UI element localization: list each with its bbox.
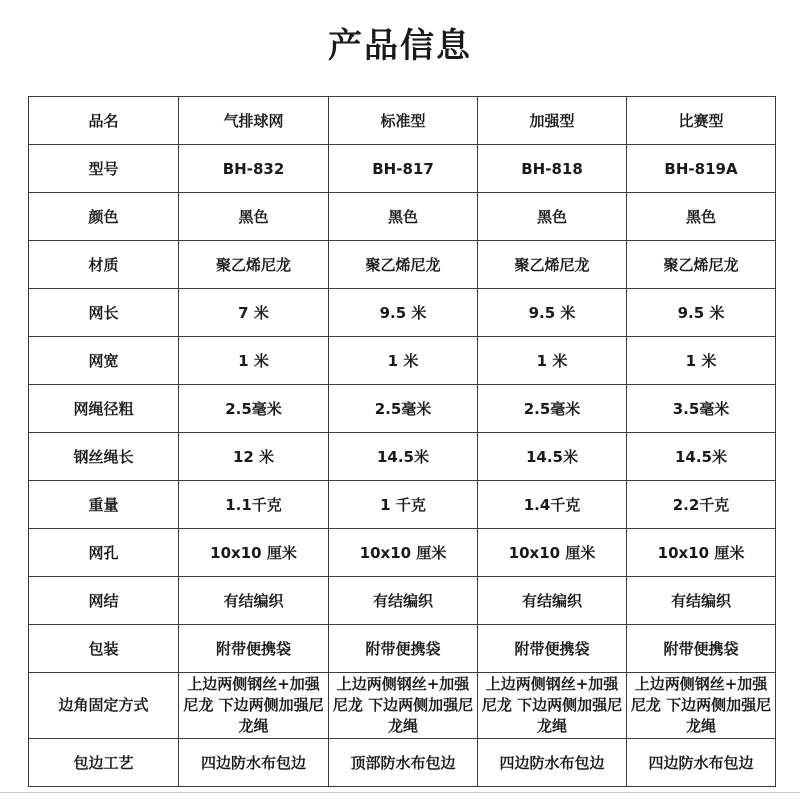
table-cell: 聚乙烯尼龙	[478, 241, 627, 289]
table-row	[29, 385, 776, 433]
table-cell: 加强型	[478, 97, 627, 145]
table-cell: 气排球网	[179, 97, 329, 145]
row-label: 包装	[29, 625, 179, 673]
table-cell: 聚乙烯尼龙	[329, 241, 478, 289]
table-cell: 1 米	[478, 337, 627, 385]
table-cell: 10x10 厘米	[478, 529, 627, 577]
row-label: 重量	[29, 481, 179, 529]
table-cell: 1.4千克	[478, 481, 627, 529]
table-row	[29, 337, 776, 385]
table-cell: 10x10 厘米	[329, 529, 478, 577]
table-cell: 黑色	[179, 193, 329, 241]
table-cell: 有结编织	[179, 577, 329, 625]
table-cell: 10x10 厘米	[627, 529, 776, 577]
table-cell: 7 米	[179, 289, 329, 337]
row-label: 品名	[29, 97, 179, 145]
table-cell: 有结编织	[627, 577, 776, 625]
table-cell: 2.2千克	[627, 481, 776, 529]
table-cell: 上边两侧钢丝+加强尼龙 下边两侧加强尼龙绳	[329, 673, 478, 739]
table-cell: 1 米	[179, 337, 329, 385]
row-label: 边角固定方式	[29, 673, 179, 739]
table-cell: 14.5米	[329, 433, 478, 481]
table-row	[29, 625, 776, 673]
table-cell: BH-819A	[627, 145, 776, 193]
table-row	[29, 433, 776, 481]
table-cell: 有结编织	[478, 577, 627, 625]
table-row	[29, 577, 776, 625]
table-row	[29, 97, 776, 145]
table-cell: 聚乙烯尼龙	[179, 241, 329, 289]
table-cell: 1 米	[627, 337, 776, 385]
row-label: 型号	[29, 145, 179, 193]
row-label: 网结	[29, 577, 179, 625]
row-label: 钢丝绳长	[29, 433, 179, 481]
table-row	[29, 145, 776, 193]
table-cell: 顶部防水布包边	[329, 739, 478, 787]
row-label: 材质	[29, 241, 179, 289]
table-cell: 9.5 米	[329, 289, 478, 337]
table-cell: 3.5毫米	[627, 385, 776, 433]
row-label: 颜色	[29, 193, 179, 241]
bottom-divider	[0, 792, 800, 793]
table-cell: 有结编织	[329, 577, 478, 625]
table-cell: BH-832	[179, 145, 329, 193]
table-cell: BH-817	[329, 145, 478, 193]
table-row	[29, 673, 776, 739]
table-cell: 上边两侧钢丝+加强尼龙 下边两侧加强尼龙绳	[627, 673, 776, 739]
table-cell: 附带便携袋	[329, 625, 478, 673]
table-row	[29, 193, 776, 241]
table-cell: 附带便携袋	[627, 625, 776, 673]
table-cell: 9.5 米	[627, 289, 776, 337]
table-cell: 四边防水布包边	[179, 739, 329, 787]
table-cell: 上边两侧钢丝+加强尼龙 下边两侧加强尼龙绳	[478, 673, 627, 739]
table-cell: 黑色	[627, 193, 776, 241]
table-cell: 附带便携袋	[478, 625, 627, 673]
row-label: 网宽	[29, 337, 179, 385]
table-cell: 聚乙烯尼龙	[627, 241, 776, 289]
table-row	[29, 529, 776, 577]
table-cell: 标准型	[329, 97, 478, 145]
table-cell: BH-818	[478, 145, 627, 193]
table-cell: 上边两侧钢丝+加强尼龙 下边两侧加强尼龙绳	[179, 673, 329, 739]
table-cell: 9.5 米	[478, 289, 627, 337]
table-cell: 1.1千克	[179, 481, 329, 529]
table-cell: 2.5毫米	[179, 385, 329, 433]
table-cell: 2.5毫米	[478, 385, 627, 433]
table-cell: 14.5米	[478, 433, 627, 481]
row-label: 网长	[29, 289, 179, 337]
table-row	[29, 739, 776, 787]
row-label: 包边工艺	[29, 739, 179, 787]
table-cell: 黑色	[329, 193, 478, 241]
table-cell: 10x10 厘米	[179, 529, 329, 577]
table-cell: 附带便携袋	[179, 625, 329, 673]
table-cell: 1 千克	[329, 481, 478, 529]
table-cell: 四边防水布包边	[478, 739, 627, 787]
table-cell: 14.5米	[627, 433, 776, 481]
table-cell: 黑色	[478, 193, 627, 241]
product-spec-table	[28, 96, 776, 787]
table-cell: 四边防水布包边	[627, 739, 776, 787]
table-row	[29, 289, 776, 337]
table-row	[29, 241, 776, 289]
page-title: 产品信息	[328, 26, 472, 66]
table-cell: 12 米	[179, 433, 329, 481]
table-cell: 比赛型	[627, 97, 776, 145]
table-cell: 1 米	[329, 337, 478, 385]
table-cell: 2.5毫米	[329, 385, 478, 433]
table-row	[29, 481, 776, 529]
row-label: 网绳径粗	[29, 385, 179, 433]
row-label: 网孔	[29, 529, 179, 577]
